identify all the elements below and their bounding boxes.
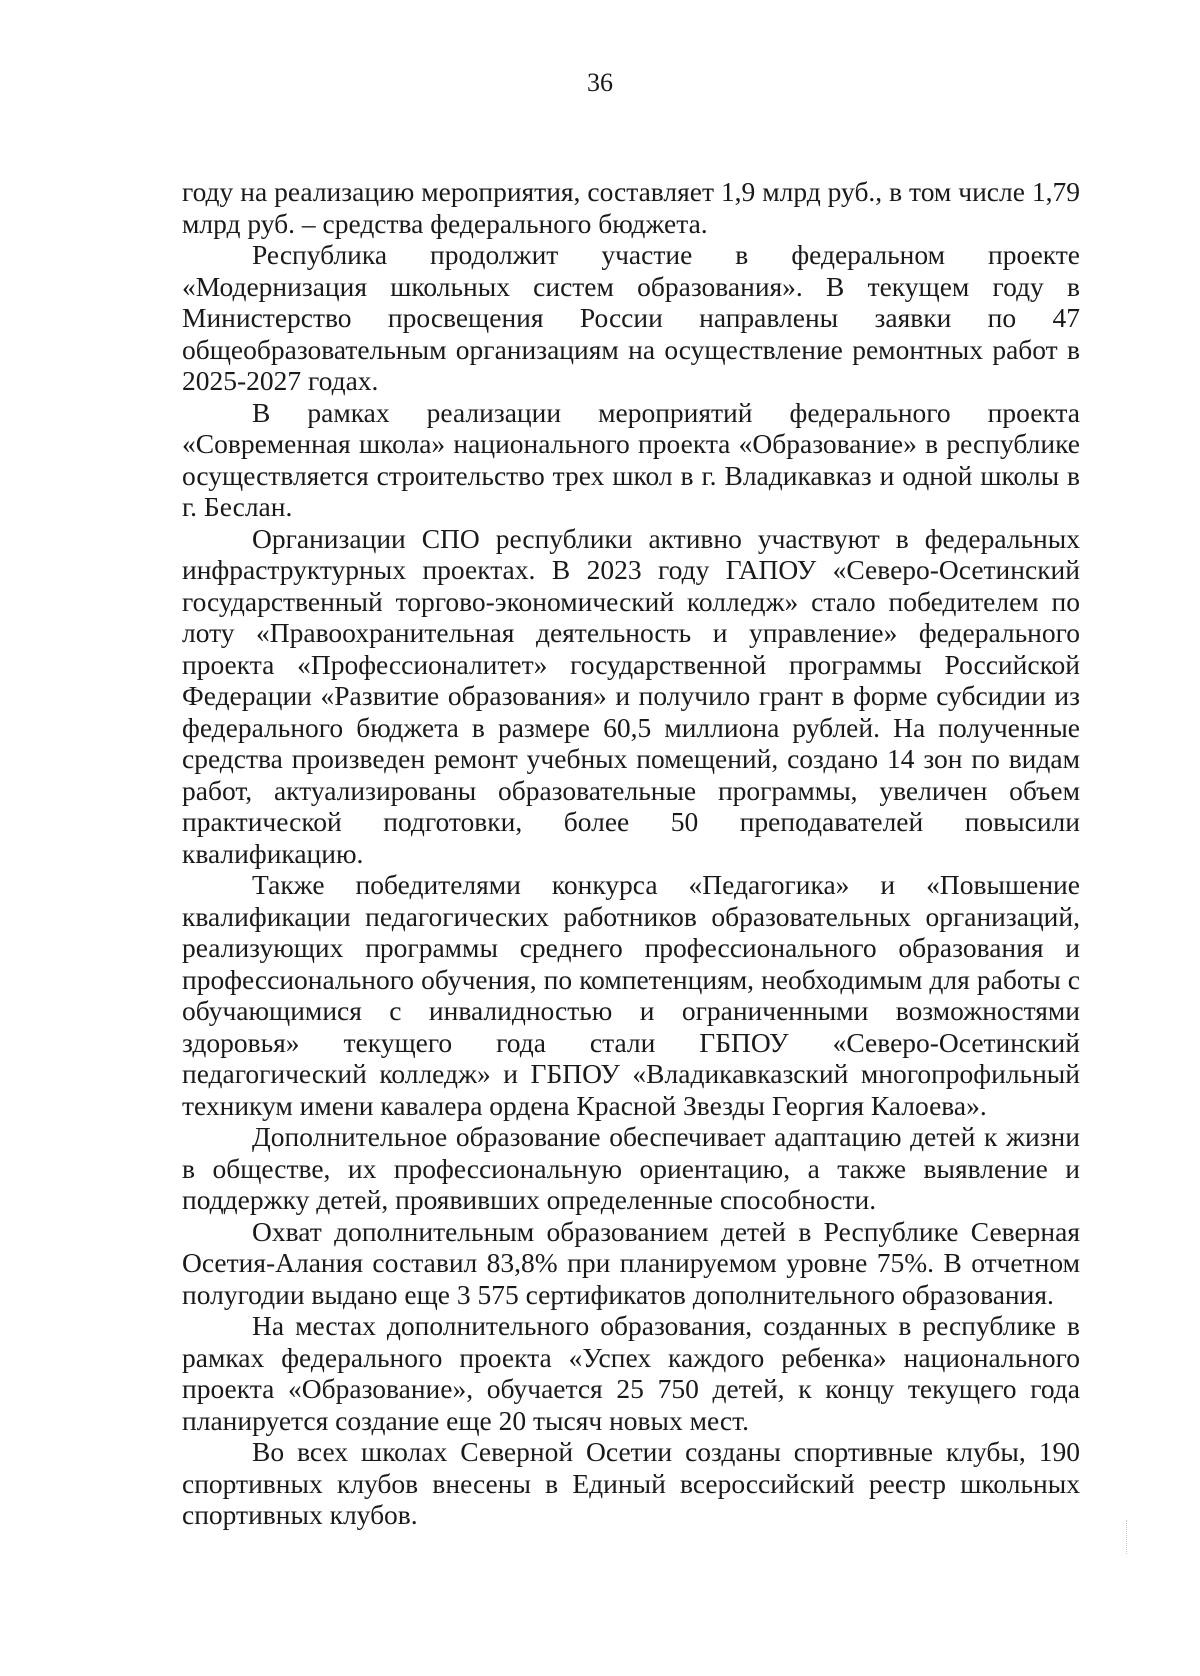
paragraph-continuation: году на реализацию мероприятия, составляет 1,9 млрд руб., в том числе 1,79 млрд руб. – средства федерального бюджета. <box>182 176 1080 239</box>
page-number: 36 <box>587 68 613 97</box>
paragraph-spo-projects: Организации СПО республики активно участвуют в федеральных инфраструктурных проектах. В 2023 году ГАПОУ «Северо-Осетинский государственный торгово-экономический колледж» стало победителем по лоту «Правоохранительная деятельность и управление» федерального проекта «Профессионалитет» государственной программы Российской Федерации «Развитие образования» и получило грант в форме субсидии из федерального бюджета в размере 60,5 миллиона рублей. На полученные средства произведен ремонт учебных помещений, создано 14 зон по видам работ, актуализированы образовательные программы, увеличен объем практической подготовки, более 50 преподавателей повысили квалификацию. <box>182 522 1080 869</box>
paragraph-school-modernization: Республика продолжит участие в федеральном проекте «Модернизация школьных систем образования». В текущем году в Министерство просвещения России направлены заявки по 47 общеобразовательным организациям на осуществление ремонтных работ в 2025-2027 годах. <box>182 239 1080 396</box>
scan-edge-mark <box>1126 1520 1128 1554</box>
paragraph-new-places: На местах дополнительного образования, созданных в республике в рамках федерального проекта «Успех каждого ребенка» национального проекта «Образование», обучается 25 750 детей, к концу текущего года планируется создание еще 20 тысяч новых мест. <box>182 1310 1080 1436</box>
paragraph-additional-education: Дополнительное образование обеспечивает адаптацию детей к жизни в обществе, их профессиональную ориентацию, а также выявление и поддержку детей, проявивших определенные способности. <box>182 1121 1080 1215</box>
paragraph-contest-winners: Также победителями конкурса «Педагогика» и «Повышение квалификации педагогических работников образовательных организаций, реализующих программы среднего профессионального образования и профессионального обучения, по компетенциям, необходимым для работы с обучающимися с инвалидностью и ограниченными возможностями здоровья» текущего года стали ГБПОУ «Северо-Осетинский педагогический колледж» и ГБПОУ «Владикавказский многопрофильный техникум имени кавалера ордена Красной Звезды Георгия Калоева». <box>182 869 1080 1121</box>
paragraph-school-construction: В рамках реализации мероприятий федерального проекта «Современная школа» национального проекта «Образование» в республике осуществляется строительство трех школ в г. Владикавказ и одной школы в г. Беслан. <box>182 396 1080 522</box>
paragraph-sports-clubs: Во всех школах Северной Осетии созданы спортивные клубы, 190 спортивных клубов внесены в Единый всероссийский реестр школьных спортивных клубов. <box>182 1436 1080 1530</box>
document-body <box>182 176 1080 1531</box>
paragraph-coverage: Охват дополнительным образованием детей в Республике Северная Осетия-Алания составил 83,8% при планируемом уровне 75%. В отчетном полугодии выдано еще 3 575 сертификатов дополнительного образования. <box>182 1215 1080 1310</box>
